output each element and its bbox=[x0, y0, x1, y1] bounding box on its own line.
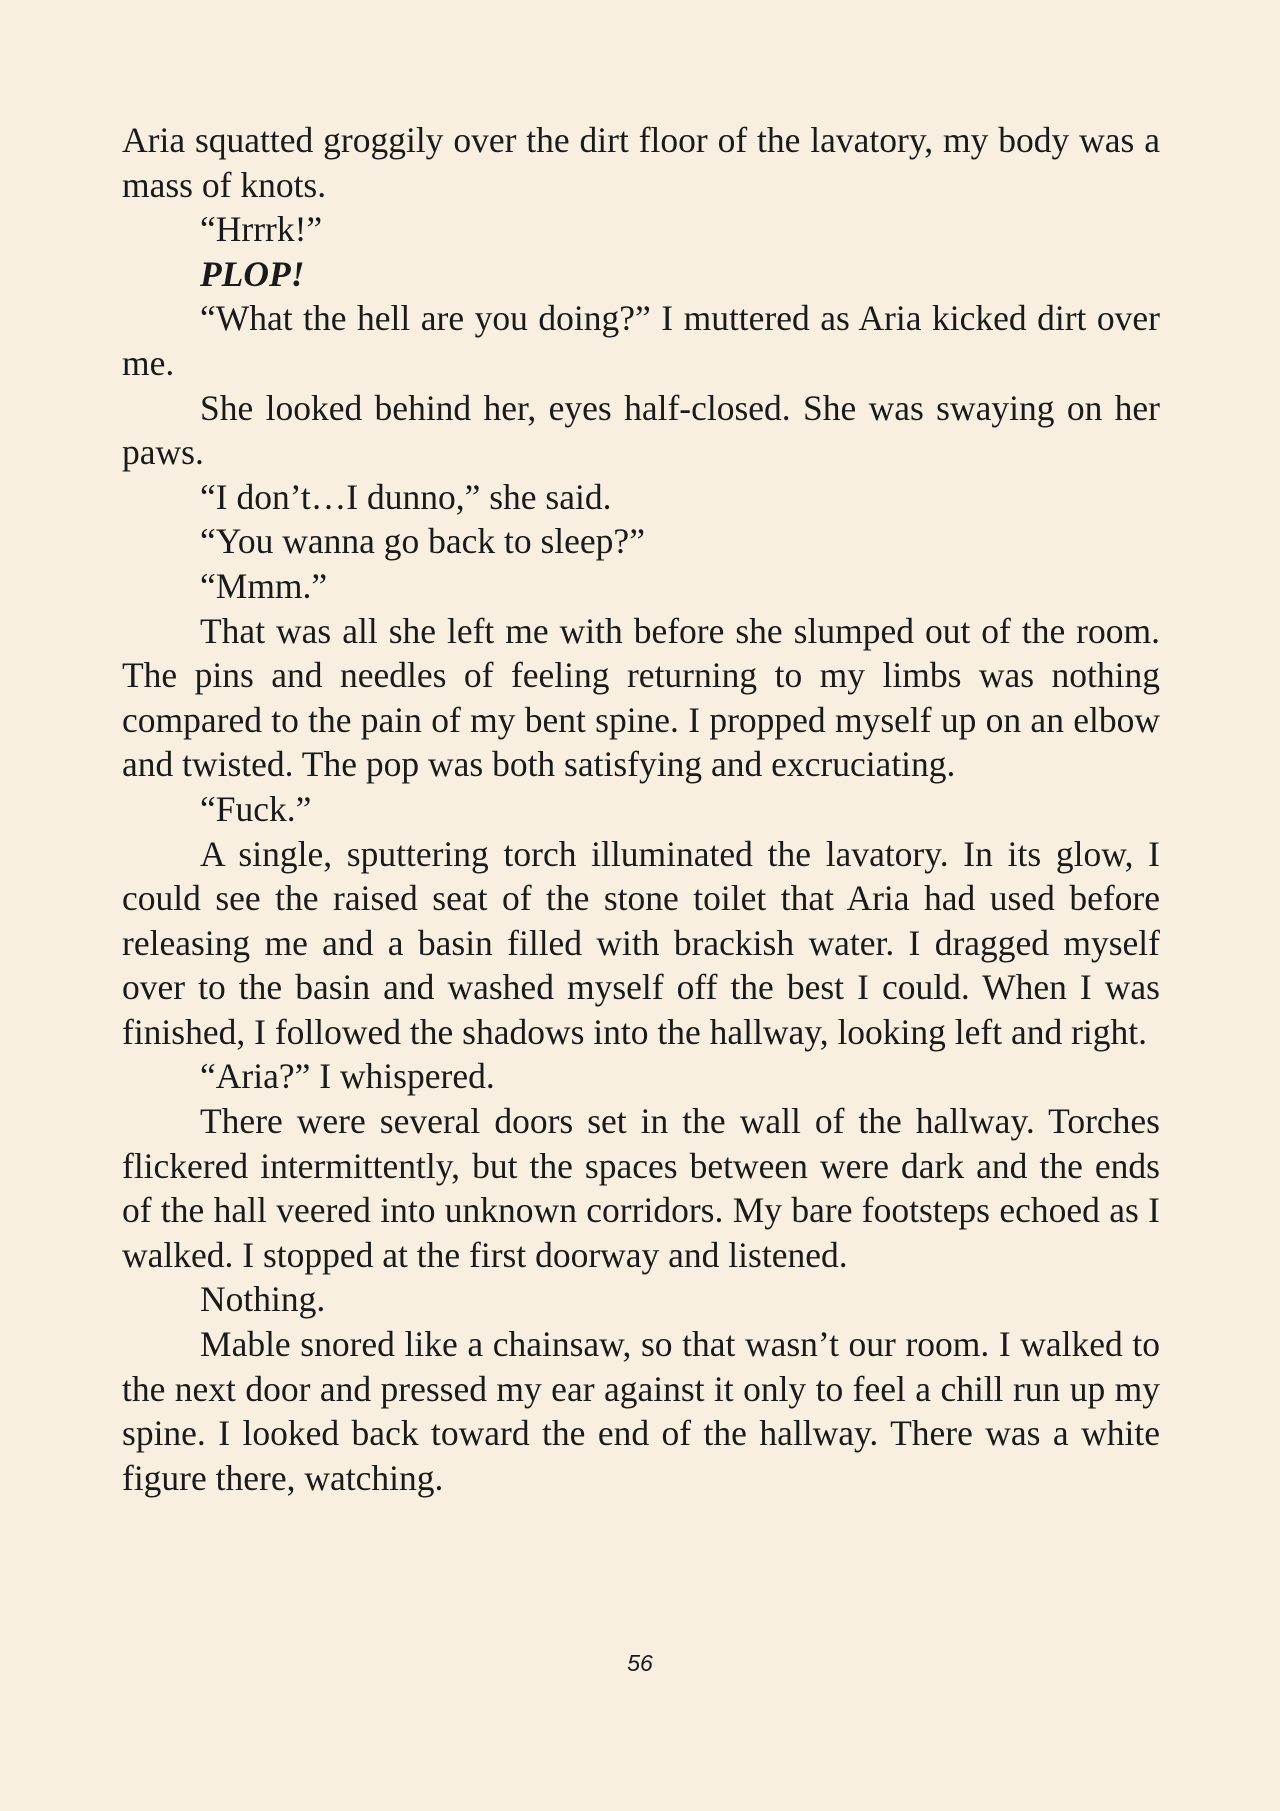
paragraph: That was all she left me with before she slumped out of the room. The pins and needles of feeling returning to my limbs was nothing compared to the pain of my bent spine. I propped myself up on an elbow and twisted. The pop was both satisfying and excruciating. bbox=[122, 610, 1160, 785]
paragraph: She looked behind her, eyes half-closed. She was swaying on her paws. bbox=[122, 387, 1160, 473]
paragraph: “What the hell are you doing?” I muttered as Aria kicked dirt over me. bbox=[122, 298, 1160, 383]
dialogue-line: “I don’t…I dunno,” she said. bbox=[200, 476, 612, 517]
page-number: 56 bbox=[627, 1650, 653, 1676]
dialogue-line: “You wanna go back to sleep?” bbox=[200, 521, 645, 562]
paragraph: Aria squatted groggily over the dirt floor of the lavatory, my body was a mass of knots. bbox=[122, 120, 1160, 205]
paragraph: Mable snored like a chainsaw, so that wasn’t our room. I walked to the next door and pressed my ear against it only to feel a chill run up my spine. I looked back toward the end of the hallway. There was a white figure there, watching. bbox=[122, 1324, 1160, 1498]
page-body bbox=[122, 118, 1160, 1500]
dialogue-line: “Aria?” I whispered. bbox=[200, 1056, 495, 1097]
dialogue-line: “Mmm.” bbox=[200, 565, 328, 606]
sound-effect bbox=[122, 252, 1160, 297]
dialogue-line: “Hrrrk!” bbox=[200, 209, 323, 250]
paragraph: There were several doors set in the wall of the hallway. Torches flickered intermittently, but the spaces between were dark and the ends of the hall veered into unknown corridors. My bare footsteps echoed as I walked. I stopped at the first doorway and listened. bbox=[122, 1101, 1160, 1275]
dialogue-line: “Fuck.” bbox=[200, 788, 312, 829]
paragraph: A single, sputtering torch illuminated the lavatory. In its glow, I could see the raised seat of the stone toilet that Aria had used before releasing me and a basin filled with brackish water. I dragged myself over to the basin and washed myself off the best I could. When I was finished, I followed the shadows into the hallway, looking left and right. bbox=[122, 833, 1160, 1052]
paragraph: Nothing. bbox=[200, 1279, 326, 1320]
sound-effect-text: PLOP! bbox=[200, 253, 305, 294]
